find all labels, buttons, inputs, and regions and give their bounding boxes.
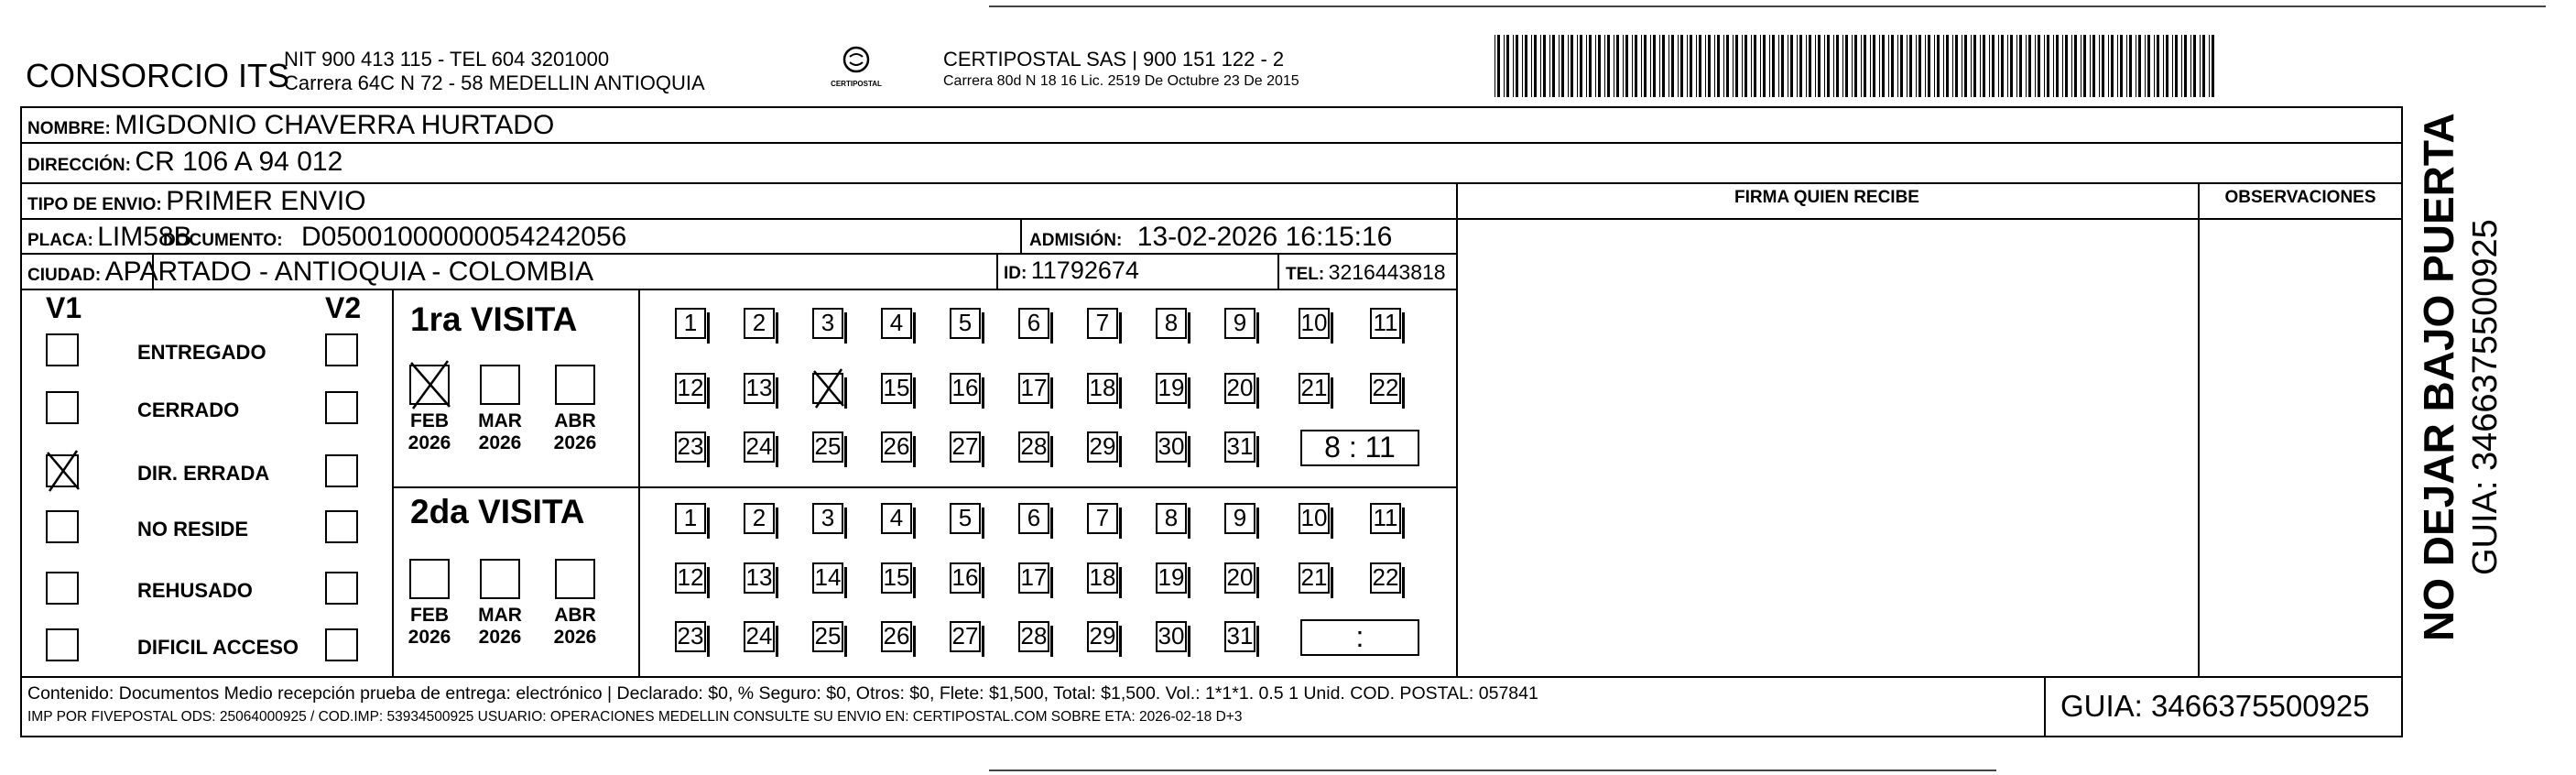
direccion-field <box>27 147 342 178</box>
first-day-27[interactable]: 27 <box>950 431 981 463</box>
month-year: 2026 <box>553 432 597 453</box>
month-name: FEB <box>410 605 449 626</box>
first-month-box-mar[interactable] <box>480 365 520 405</box>
first-day-28[interactable]: 28 <box>1018 431 1049 463</box>
v1-checkbox-5[interactable] <box>46 628 79 661</box>
direccion-label: DIRECCIÓN: <box>27 156 131 175</box>
second-day-24[interactable]: 24 <box>744 621 775 652</box>
first-day-7[interactable]: 7 <box>1087 308 1118 339</box>
bottom-rule <box>989 770 1996 771</box>
id-value: 11792674 <box>1030 257 1139 284</box>
second-day-8[interactable]: 8 <box>1156 503 1187 534</box>
second-day-16[interactable]: 16 <box>950 562 981 594</box>
second-day-13[interactable]: 13 <box>744 562 775 594</box>
visit-divider <box>392 486 1458 488</box>
v2-checkbox-2[interactable] <box>325 454 358 487</box>
first-day-23[interactable]: 23 <box>675 431 706 463</box>
row-divider <box>20 289 1458 290</box>
first-month-label <box>471 410 529 454</box>
first-day-21[interactable]: 21 <box>1299 373 1330 404</box>
ciudad-value: APARTADO - ANTIOQUIA - COLOMBIA <box>104 257 594 287</box>
month-year: 2026 <box>553 627 597 648</box>
first-day-16[interactable]: 16 <box>950 373 981 404</box>
footer-print-info: IMP POR FIVEPOSTAL ODS: 25064000925 / COD.IMP: 53934500925 USUARIO: OPERACIONES MEDELLIN CONSULTE SU ENVIO EN: CERTIPOSTAL.COM SOBRE ETA: 2026-02-18 D+3 <box>27 709 1243 725</box>
col-divider <box>638 289 640 678</box>
v2-checkbox-5[interactable] <box>325 628 358 661</box>
courier-name: CERTIPOSTAL SAS | 900 151 122 - 2 <box>943 48 1285 71</box>
top-rule <box>989 5 2546 7</box>
first-day-9[interactable]: 9 <box>1224 308 1255 339</box>
barcode <box>1495 35 2223 97</box>
first-day-14[interactable] <box>812 373 843 404</box>
side-guia: GUIA: 3466375500925 <box>2466 219 2505 575</box>
second-day-5[interactable]: 5 <box>950 503 981 534</box>
tipo-label: TIPO DE ENVIO: <box>27 195 162 214</box>
second-day-30[interactable]: 30 <box>1156 621 1187 652</box>
first-day-20[interactable]: 20 <box>1224 373 1255 404</box>
status-option-label: ENTREGADO <box>137 341 266 364</box>
company-info <box>284 48 705 95</box>
first-day-10[interactable]: 10 <box>1299 308 1330 339</box>
first-month-label <box>400 410 459 454</box>
second-month-box-feb[interactable] <box>409 559 450 599</box>
courier-license: Carrera 80d N 18 16 Lic. 2519 De Octubre 23 De 2015 <box>943 73 1299 89</box>
v1-checkbox-0[interactable] <box>46 333 79 366</box>
first-day-22[interactable]: 22 <box>1370 373 1401 404</box>
direccion-value: CR 106 A 94 012 <box>135 147 343 177</box>
check-mark-icon <box>408 361 451 405</box>
first-visit-title: 1ra VISITA <box>410 300 578 338</box>
row-divider <box>20 218 2403 220</box>
first-day-15[interactable]: 15 <box>881 373 912 404</box>
id-label: ID: <box>1004 264 1027 283</box>
second-day-3[interactable]: 3 <box>812 503 843 534</box>
second-day-4[interactable]: 4 <box>881 503 912 534</box>
first-month-label <box>546 410 604 454</box>
footer-guia: GUIA: 3466375500925 <box>2060 689 2370 723</box>
col-divider <box>1277 253 1279 289</box>
second-day-12[interactable]: 12 <box>675 562 706 594</box>
first-day-19[interactable]: 19 <box>1156 373 1187 404</box>
first-day-8[interactable]: 8 <box>1156 308 1187 339</box>
col-divider <box>1456 182 1458 678</box>
second-month-label <box>400 605 459 649</box>
month-year: 2026 <box>408 432 451 453</box>
tel-field <box>1286 260 1446 285</box>
second-day-17[interactable]: 17 <box>1018 562 1049 594</box>
first-day-4[interactable]: 4 <box>881 308 912 339</box>
check-mark-icon <box>810 369 845 404</box>
first-day-12[interactable]: 12 <box>675 373 706 404</box>
documento-field <box>163 222 626 253</box>
v1-checkbox-2[interactable] <box>46 454 79 487</box>
second-day-11[interactable]: 11 <box>1370 503 1401 534</box>
admision-field <box>1029 222 1392 253</box>
v1-checkbox-1[interactable] <box>46 391 79 424</box>
col-divider <box>1020 218 1022 255</box>
logo-icon <box>838 44 875 75</box>
second-day-20[interactable]: 20 <box>1224 562 1255 594</box>
row-divider <box>20 253 1458 255</box>
v1-checkbox-3[interactable] <box>46 510 79 543</box>
second-day-26[interactable]: 26 <box>881 621 912 652</box>
check-mark-icon <box>44 451 81 487</box>
first-day-5[interactable]: 5 <box>950 308 981 339</box>
first-day-6[interactable]: 6 <box>1018 308 1049 339</box>
second-day-6[interactable]: 6 <box>1018 503 1049 534</box>
first-month-box-abr[interactable] <box>555 365 595 405</box>
second-day-23[interactable]: 23 <box>675 621 706 652</box>
second-month-box-mar[interactable] <box>480 559 520 599</box>
first-day-25[interactable]: 25 <box>812 431 843 463</box>
first-day-17[interactable]: 17 <box>1018 373 1049 404</box>
month-year: 2026 <box>478 627 522 648</box>
col-divider <box>996 253 998 289</box>
second-day-14[interactable]: 14 <box>812 562 843 594</box>
first-month-box-feb[interactable] <box>409 365 450 405</box>
footer-contents: Contenido: Documentos Medio recepción prueba de entrega: electrónico | Declarado: $0, % Seguro: $0, Otros: $0, Flete: $1,500, Total: $1,500. Vol.: 1*1*1. 0.5 1 Unid. COD. POSTAL: 057841 <box>27 683 1538 704</box>
col-divider <box>2044 676 2046 737</box>
second-day-21[interactable]: 21 <box>1299 562 1330 594</box>
courier-info <box>943 48 1299 92</box>
row-divider <box>20 142 2403 144</box>
documento-label: DOCUMENTO: <box>163 231 283 250</box>
second-month-box-abr[interactable] <box>555 559 595 599</box>
observaciones-header <box>2198 188 2403 208</box>
observaciones-label: OBSERVACIONES <box>2224 188 2376 207</box>
month-name: MAR <box>478 410 522 431</box>
first-day-3[interactable]: 3 <box>812 308 843 339</box>
no-dejar-notice: NO DEJAR BAJO PUERTA <box>2415 113 2462 641</box>
firma-header <box>1456 188 2198 208</box>
first-time-box[interactable]: 8 : 11 <box>1300 430 1419 466</box>
admision-value: 13-02-2026 16:15:16 <box>1136 222 1393 252</box>
row-divider <box>20 182 2403 184</box>
month-year: 2026 <box>408 627 451 648</box>
logo-text: CERTIPOSTAL <box>831 80 882 88</box>
second-day-29[interactable]: 29 <box>1087 621 1118 652</box>
firma-label: FIRMA QUIEN RECIBE <box>1734 188 1919 207</box>
v2-checkbox-3[interactable] <box>325 510 358 543</box>
first-day-11[interactable]: 11 <box>1370 308 1401 339</box>
v2-label: V2 <box>325 291 362 324</box>
second-time-box[interactable]: : <box>1300 619 1419 656</box>
second-day-19[interactable]: 19 <box>1156 562 1187 594</box>
placa-value: LIM58B <box>97 222 192 252</box>
first-day-18[interactable]: 18 <box>1087 373 1118 404</box>
tipo-field <box>27 186 366 217</box>
status-option-label: NO RESIDE <box>137 518 249 540</box>
company-nit: NIT 900 413 115 - TEL 604 3201000 <box>284 48 610 71</box>
second-day-15[interactable]: 15 <box>881 562 912 594</box>
second-day-22[interactable]: 22 <box>1370 562 1401 594</box>
col-divider <box>392 289 394 678</box>
documento-value: D05001000000054242056 <box>301 222 627 252</box>
nombre-field <box>27 110 554 141</box>
month-name: ABR <box>554 605 596 626</box>
admision-label: ADMISIÓN: <box>1029 231 1123 250</box>
col-divider <box>2198 182 2200 678</box>
first-day-13[interactable]: 13 <box>744 373 775 404</box>
second-day-1[interactable]: 1 <box>675 503 706 534</box>
v2-checkbox-0[interactable] <box>325 333 358 366</box>
company-address: Carrera 64C N 72 - 58 MEDELLIN ANTIOQUIA <box>284 71 705 94</box>
status-option-label: DIFICIL ACCESO <box>137 636 299 659</box>
v1-checkbox-4[interactable] <box>46 572 79 605</box>
tel-label: TEL: <box>1286 265 1325 284</box>
first-day-24[interactable]: 24 <box>744 431 775 463</box>
first-day-1[interactable]: 1 <box>675 308 706 339</box>
nombre-label: NOMBRE: <box>27 119 111 138</box>
company-name: CONSORCIO ITS <box>26 57 290 94</box>
id-field <box>1004 257 1139 285</box>
first-day-2[interactable]: 2 <box>744 308 775 339</box>
first-day-29[interactable]: 29 <box>1087 431 1118 463</box>
second-month-label <box>546 605 604 649</box>
second-visit-title: 2da VISITA <box>410 493 585 530</box>
v2-checkbox-1[interactable] <box>325 391 358 424</box>
placa-label: PLACA: <box>27 231 93 250</box>
first-day-26[interactable]: 26 <box>881 431 912 463</box>
first-day-31[interactable]: 31 <box>1224 431 1255 463</box>
tipo-value: PRIMER ENVIO <box>166 186 366 216</box>
first-day-30[interactable]: 30 <box>1156 431 1187 463</box>
second-day-25[interactable]: 25 <box>812 621 843 652</box>
second-month-label <box>471 605 529 649</box>
status-option-label: CERRADO <box>137 398 240 421</box>
ciudad-label: CIUDAD: <box>27 266 102 285</box>
second-day-28[interactable]: 28 <box>1018 621 1049 652</box>
second-day-27[interactable]: 27 <box>950 621 981 652</box>
second-day-10[interactable]: 10 <box>1299 503 1330 534</box>
ciudad-field <box>27 257 593 288</box>
tel-value: 3216443818 <box>1328 260 1446 284</box>
second-day-18[interactable]: 18 <box>1087 562 1118 594</box>
certipostal-logo <box>829 44 884 99</box>
nombre-value: MIGDONIO CHAVERRA HURTADO <box>114 110 555 140</box>
month-name: FEB <box>410 410 449 431</box>
month-year: 2026 <box>478 432 522 453</box>
month-name: ABR <box>554 410 596 431</box>
second-day-9[interactable]: 9 <box>1224 503 1255 534</box>
second-day-7[interactable]: 7 <box>1087 503 1118 534</box>
status-option-label: DIR. ERRADA <box>137 462 270 485</box>
v1-label: V1 <box>46 291 82 324</box>
month-name: MAR <box>478 605 522 626</box>
second-day-2[interactable]: 2 <box>744 503 775 534</box>
v2-checkbox-4[interactable] <box>325 572 358 605</box>
second-day-31[interactable]: 31 <box>1224 621 1255 652</box>
status-option-label: REHUSADO <box>137 579 253 602</box>
